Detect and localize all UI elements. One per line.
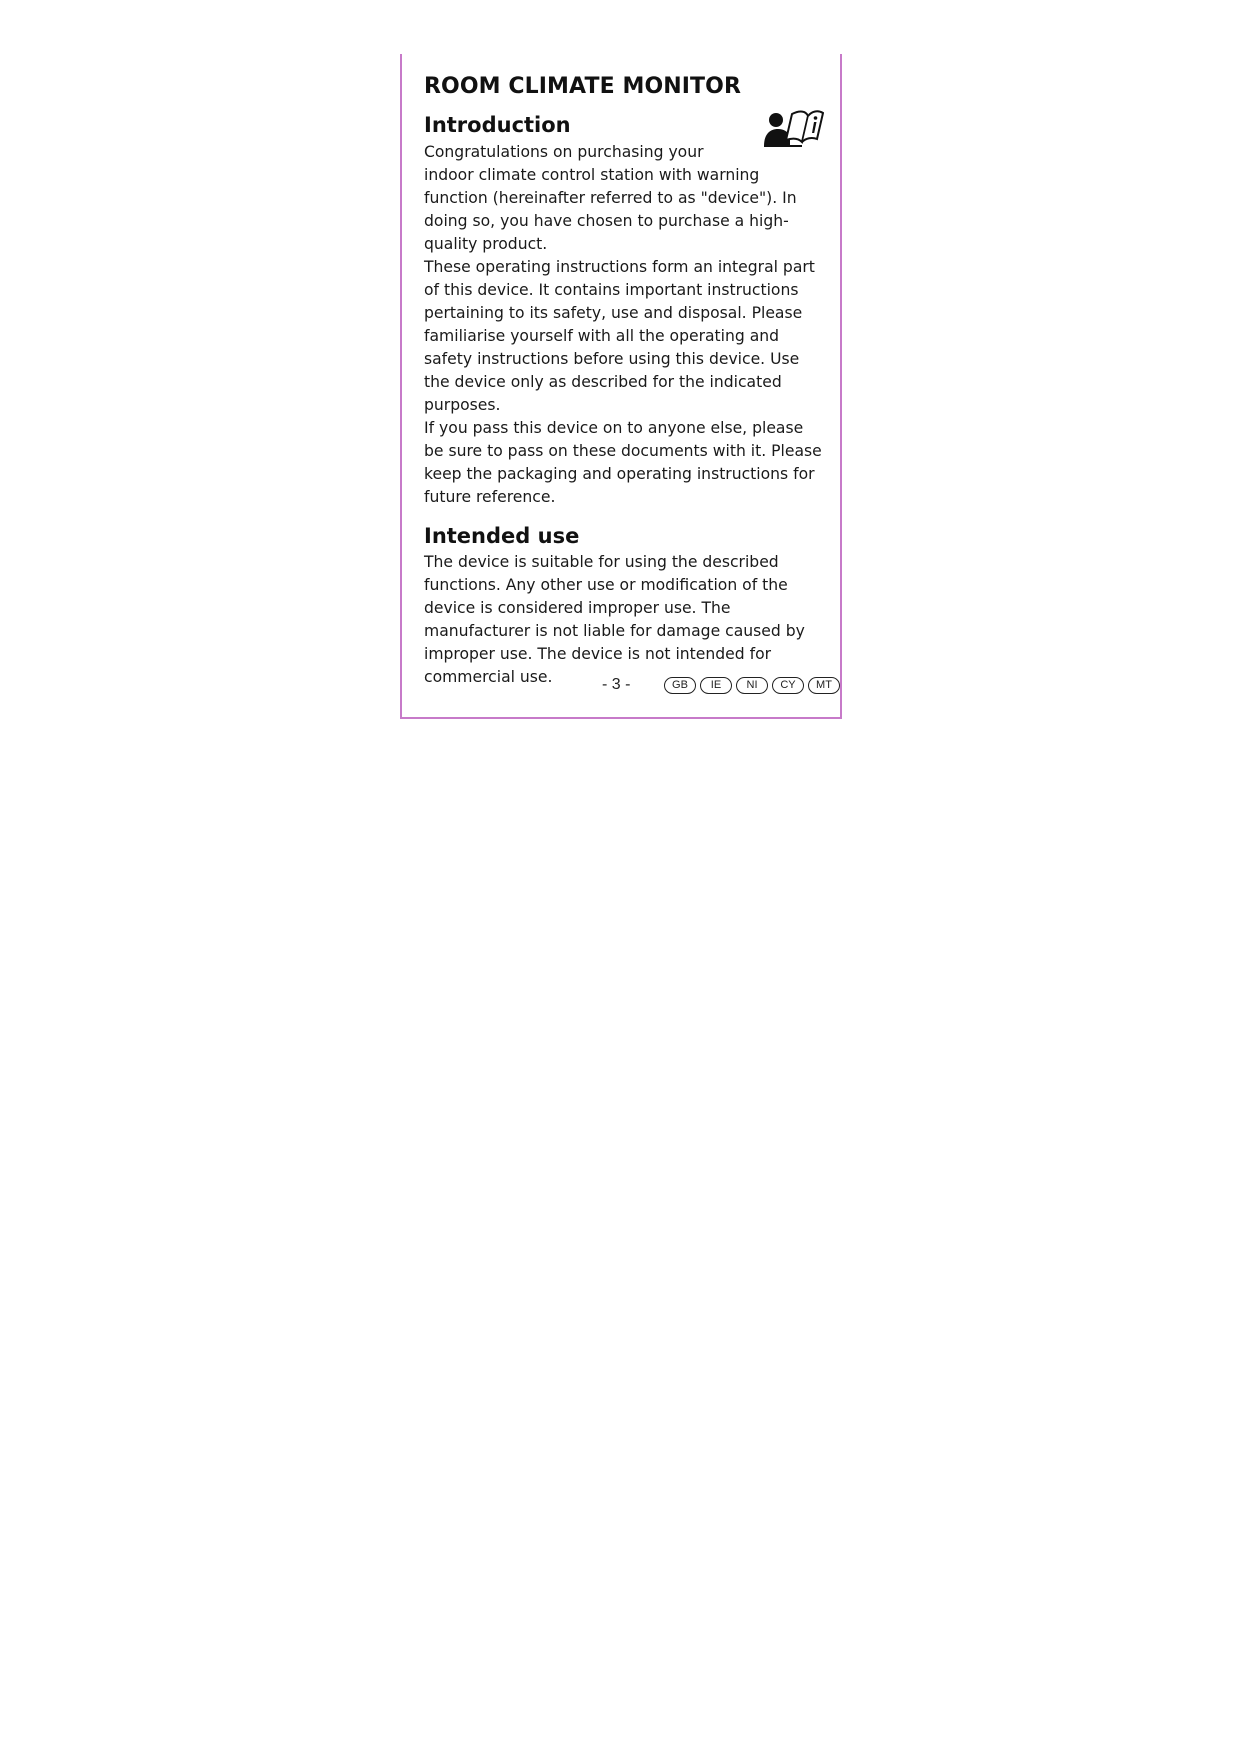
intended-use-paragraph: The device is suitable for using the described functions. Any other use or modification of the device is considered improper use. The manufacturer is not liable for damage caused by improper use. The device is not intended for commercial use.: [424, 552, 805, 686]
section-spacer: [424, 509, 824, 523]
page-frame: [400, 54, 842, 719]
introduction-lead: Congratulations on purchasing your: [424, 142, 704, 161]
introduction-section: [424, 112, 824, 508]
country-badge-ni: NI: [736, 677, 768, 694]
country-badge-cy: CY: [772, 677, 804, 694]
country-badge-gb: GB: [664, 677, 696, 694]
country-codes: [664, 677, 840, 694]
introduction-paragraph: These operating instructions form an integral part of this device. It contains important instructions pertaining to its safety, use and disposal. Please familiarise yourself with all the operating and safety instructions before using this device. Use the device only as described for the indicated purposes.: [424, 257, 815, 414]
country-badge-mt: MT: [808, 677, 840, 694]
intended-use-section: [424, 523, 824, 689]
introduction-paragraph: If you pass this device on to anyone else, please be sure to pass on these documents with it. Please keep the packaging and operating instructions for future reference.: [424, 418, 822, 506]
page-content: [424, 74, 824, 689]
document-title: ROOM CLIMATE MONITOR: [424, 74, 741, 99]
read-instructions-icon: [762, 106, 824, 150]
country-badge-ie: IE: [700, 677, 732, 694]
page-number: - 3 -: [602, 676, 631, 693]
introduction-paragraph: indoor climate control station with warning function (hereinafter referred to as "device"). In doing so, you have chosen to purchase a high-quality product.: [424, 165, 797, 253]
page-footer: [402, 676, 840, 700]
intended-use-heading: Intended use: [424, 523, 580, 548]
introduction-heading: Introduction: [424, 113, 571, 138]
